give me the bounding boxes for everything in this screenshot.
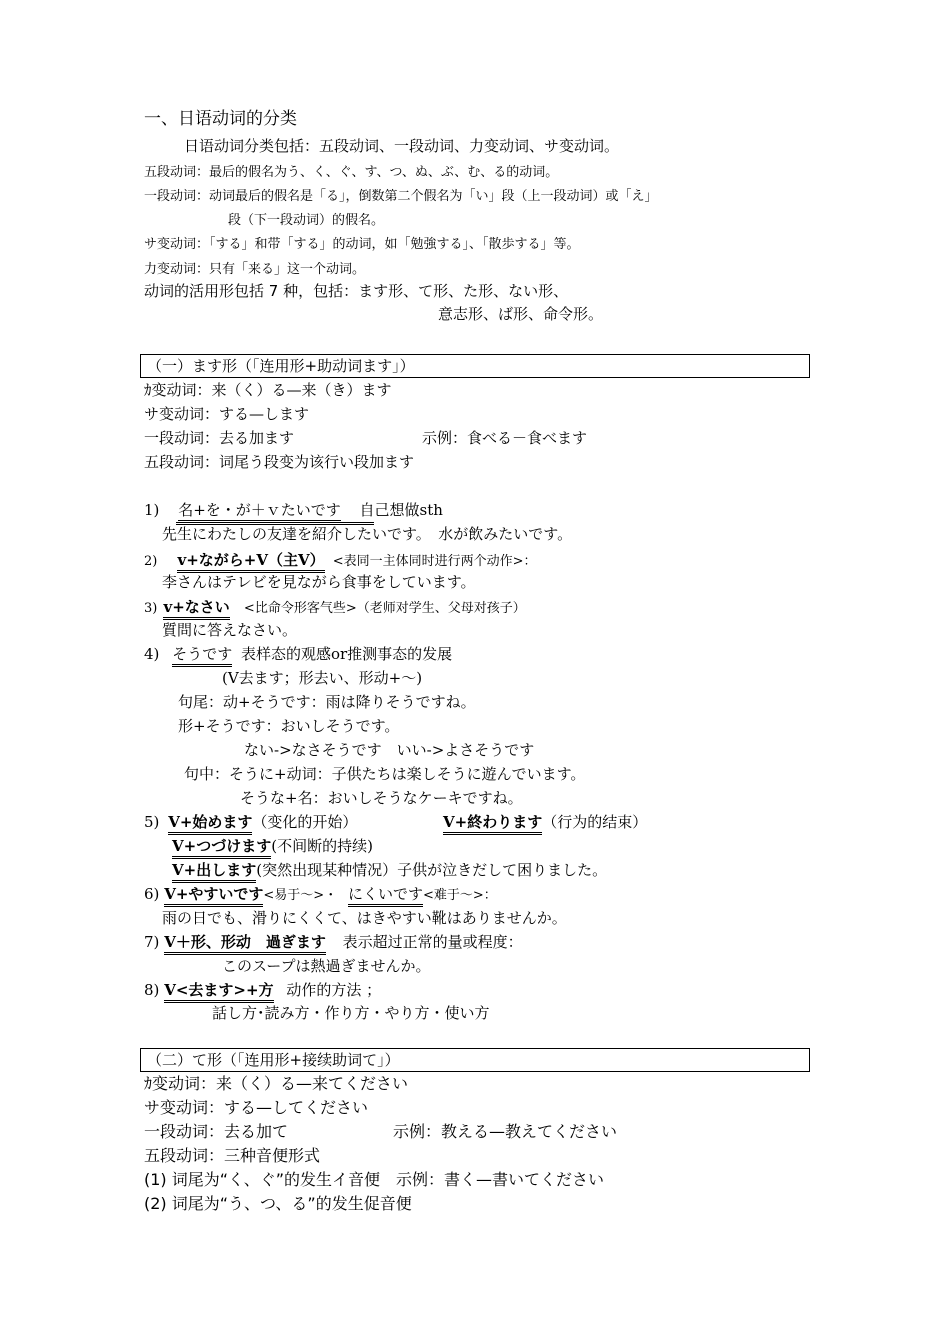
- grammar-gloss: （变化的开始）: [252, 813, 358, 831]
- item-3: [144, 600, 526, 615]
- category-godan: [144, 166, 558, 179]
- item-number: 3): [144, 601, 158, 616]
- grammar-pattern: にくいです: [348, 885, 423, 907]
- item-2-example: 李さんはテレビを見ながら食事をしています。: [162, 573, 476, 591]
- item-3-example: 質問に答えなさい。: [162, 621, 298, 639]
- grammar-pattern: v+なさい: [163, 598, 229, 620]
- category-suru: [144, 238, 580, 251]
- rule-godan: 五段动词：词尾う段变为该行い段加ます: [144, 453, 415, 471]
- category-ichidan: [144, 190, 658, 203]
- item-6: [144, 887, 497, 902]
- category-text: 「する」和带「する」的动词，如「勉強する」、「散歩する」等。: [209, 237, 580, 252]
- category-label: 五段动词：: [144, 165, 210, 180]
- grammar-gloss: 表示超过正常的量或程度：: [342, 933, 523, 951]
- item-7-example: このスープは熱過ぎませんか。: [222, 957, 431, 975]
- item-4-line-c: ない->なさそうです いい->よさそうです: [244, 741, 535, 759]
- item-7: [144, 935, 523, 950]
- conjugation-line-1: 动词的活用形包括 7 种，包括：ます形、て形、た形、ない形、: [144, 282, 569, 300]
- rule-ichidan: 一段动词：去る加ます: [144, 429, 295, 447]
- grammar-pattern: V<去ます>+方: [164, 981, 273, 1003]
- item-5-b: [443, 815, 647, 830]
- item-number: 7): [144, 933, 160, 951]
- item-number: 2): [144, 554, 158, 569]
- item-4-line-d: 句中：そうに+动词：子供たちは楽しそうに遊んでいます。: [184, 765, 586, 783]
- category-label: 一段动词：: [144, 189, 210, 204]
- grammar-pattern: 名+を・が＋ｖたいです: [178, 501, 341, 519]
- item-4-line-b: 形+そうです：おいしそうです。: [178, 717, 400, 735]
- grammar-pattern: V+出します: [172, 861, 256, 883]
- grammar-gloss: (突然出现某种情况）子供が泣きだして困りました。: [256, 861, 608, 879]
- intro-text: 日语动词分类包括：五段动词、一段动词、力变动词、サ变动词。: [184, 137, 620, 155]
- item-8-example: 話し方･読み方・作り方・やり方・使い方: [212, 1004, 490, 1022]
- item-2: [144, 553, 537, 568]
- item-number: 5): [144, 813, 160, 831]
- item-1: [144, 503, 443, 518]
- rule-suru: サ变动词：する—します: [144, 405, 310, 423]
- grammar-gloss: 自己想做sth: [359, 501, 443, 519]
- category-label: 力变动词：: [144, 262, 210, 277]
- te-rule-ichidan: 一段动词：去る加て: [144, 1122, 289, 1141]
- grammar-pattern: V＋形、形动 過ぎます: [164, 933, 326, 955]
- te-rule-godan: 五段动词：三种音便形式: [144, 1146, 321, 1165]
- category-ichidan-cont: 段（下一段动词）的假名。: [228, 213, 385, 228]
- section-masu-title: （一）ます形（「连用形+助动词ます」）: [140, 354, 810, 378]
- category-label: サ变动词：: [144, 237, 210, 252]
- grammar-gloss: <比命令形客气些>（老师对学生、父母对孩子）: [243, 601, 526, 616]
- category-text: 最后的假名为う、く、ぐ、す、つ、ぬ、ぶ、む、る的动词。: [209, 165, 559, 180]
- grammar-pattern: V+つづけます: [172, 837, 271, 859]
- grammar-pattern: V+終わります: [443, 813, 542, 835]
- item-number: 1): [144, 501, 160, 519]
- te-rule-example: 示例：教える—教えてください: [393, 1122, 618, 1141]
- category-text: 只有「来る」这一个动词。: [209, 262, 366, 277]
- item-number: 8): [144, 981, 160, 999]
- category-text: 动词最后的假名是「る」，倒数第二个假名为「い」段（上一段动词）或「え」: [209, 189, 658, 204]
- category-kuru: [144, 263, 365, 276]
- item-6-example: 雨の日でも、滑りにくくて、はきやすい靴はありませんか。: [162, 909, 567, 927]
- item-4-line-e: そうな+名：おいしそうなケーキですね。: [240, 789, 523, 807]
- grammar-pattern: v+ながら+V（主V）: [177, 551, 324, 573]
- item-number: 6): [144, 885, 160, 903]
- grammar-pattern: V+始めます: [168, 813, 252, 835]
- te-rule-suru: サ变动词：する—してください: [144, 1098, 369, 1117]
- item-4-line-a: 句尾：动+そうです：雨は降りそうですね。: [178, 693, 476, 711]
- grammar-gloss: <表同一主体同时进行两个动作>：: [332, 554, 537, 569]
- te-rule-kuru: ｶ变动词：来（く）る—来てください: [144, 1074, 409, 1093]
- grammar-gloss: (不间断的持续): [271, 837, 373, 855]
- grammar-gloss: <易于～>・: [263, 888, 338, 903]
- grammar-gloss: （行为的结束）: [542, 813, 648, 831]
- item-4: [144, 647, 452, 662]
- grammar-gloss: 动作的方法 ；: [286, 981, 382, 999]
- item-1-example: 先生にわたしの友達を紹介したいです。 水が飲みたいです。: [162, 525, 573, 543]
- rule-example: 示例：食べる－食べます: [422, 429, 588, 447]
- item-5-d: [172, 863, 607, 878]
- item-number: 4): [144, 645, 160, 663]
- te-rule-sokuonbin: (2) 词尾为“う、つ、る”的发生促音便: [144, 1194, 412, 1213]
- grammar-gloss: <难于～>：: [423, 888, 497, 903]
- grammar-pattern: そうです: [172, 645, 232, 667]
- rule-kuru: ｶ变动词：来（く）る—来（き）ます: [144, 381, 392, 399]
- grammar-pattern: V+やすいです: [164, 885, 263, 907]
- page-title: 一、日语动词的分类: [144, 109, 297, 129]
- grammar-gloss: 表样态的观感or推测事态的发展: [240, 645, 453, 663]
- conjugation-line-2: 意志形、ば形、命令形。: [438, 305, 604, 323]
- section-te-title: （二）て形（「连用形+接续助词て」）: [140, 1048, 810, 1072]
- item-4-sub: (V去ます；形去い、形动+～): [222, 669, 423, 687]
- item-5-c: [172, 839, 373, 854]
- item-5: [144, 815, 357, 830]
- te-rule-i-onbin: (1) 词尾为“く、ぐ”的发生イ音便 示例：書く—書いてください: [144, 1170, 605, 1189]
- item-8: [144, 983, 381, 998]
